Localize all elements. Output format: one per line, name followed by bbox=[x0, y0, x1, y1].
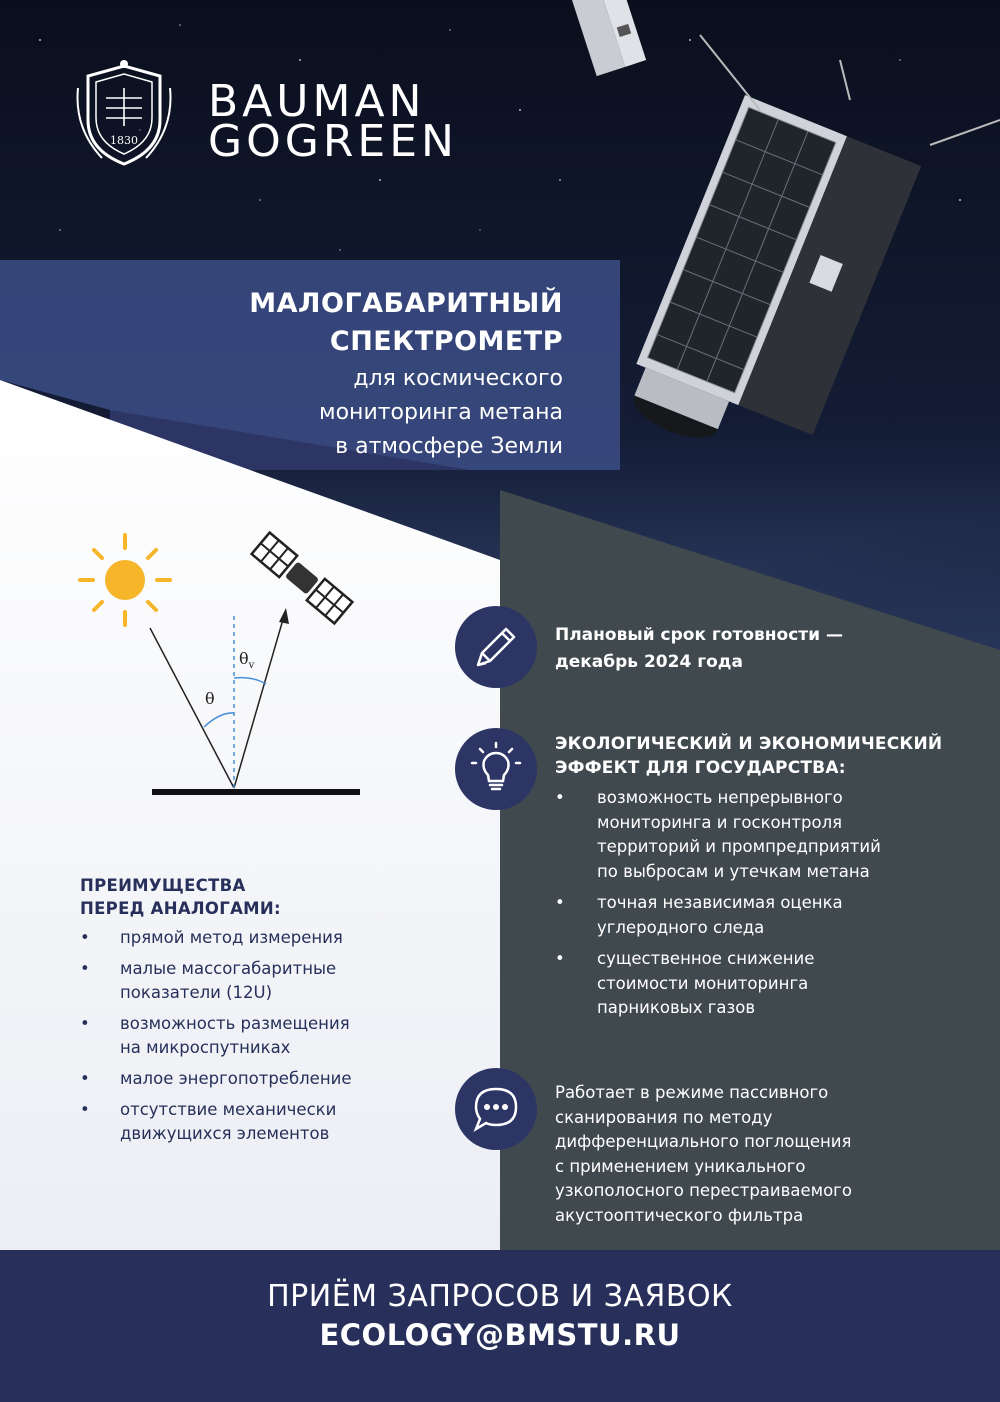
effect-list bbox=[555, 786, 975, 1021]
advantages-title-line1: ПРЕИМУЩЕСТВА bbox=[80, 876, 246, 895]
advantage-item: • малые массогабаритные показатели (12U) bbox=[80, 957, 440, 1005]
footer-banner bbox=[0, 1250, 1000, 1402]
effect-item: • существенное снижение стоимости мониторинга парниковых газов bbox=[555, 947, 975, 1021]
theta-v-label: $\theta_v$ bbox=[239, 649, 255, 671]
advantages-list bbox=[80, 926, 440, 1146]
hero-title-block bbox=[43, 285, 563, 463]
effect-title-line2: ЭФФЕКТ ДЛЯ ГОСУДАРСТВА: bbox=[555, 758, 846, 778]
footer-title: ПРИЁМ ЗАПРОСОВ И ЗАЯВОК bbox=[267, 1279, 733, 1314]
hero-title-line1: МАЛОГАБАРИТНЫЙ bbox=[249, 288, 563, 319]
effect-section bbox=[555, 732, 975, 1028]
advantage-item: • возможность размещения на микроспутниках bbox=[80, 1012, 440, 1060]
emblem-year: 1830 bbox=[110, 134, 138, 147]
lightbulb-icon bbox=[455, 728, 537, 810]
contact-email-link[interactable]: ECOLOGY@BMSTU.RU bbox=[319, 1318, 681, 1352]
advantages-title-line2: ПЕРЕД АНАЛОГАМИ: bbox=[80, 899, 281, 918]
advantages-section bbox=[80, 874, 440, 1153]
scan-method-text: Работает в режиме пассивного сканирования по методу дифференциального поглощения с применением уникального узкополосного перестраиваемого акустооптического фильтра bbox=[555, 1083, 852, 1225]
deadline-text: Плановый срок готовности — декабрь 2024 года bbox=[555, 625, 843, 672]
advantage-item: • малое энергопотребление bbox=[80, 1067, 440, 1091]
brand-wordmark bbox=[208, 76, 458, 167]
hero-subtitle-line1: для космического bbox=[353, 366, 563, 391]
pencil-icon bbox=[455, 606, 537, 688]
hero-subtitle-line2: мониторинга метана bbox=[319, 400, 563, 425]
measurement-geometry-diagram bbox=[72, 530, 372, 805]
effect-item: • возможность непрерывного мониторинга и госконтроля территорий и промпредприятий по выбросам и утечкам метана bbox=[555, 786, 975, 884]
satellite-icon bbox=[252, 533, 353, 624]
hero-subtitle-line3: в атмосфере Земли bbox=[335, 434, 563, 459]
effect-item: • точная независимая оценка углеродного следа bbox=[555, 891, 975, 940]
advantage-item: • прямой метод измерения bbox=[80, 926, 440, 950]
brand-line1: BAUMAN bbox=[208, 76, 426, 127]
theta-label: θ bbox=[205, 689, 215, 708]
advantage-item: • отсутствие механически движущихся элементов bbox=[80, 1098, 440, 1146]
university-emblem-icon bbox=[72, 58, 176, 170]
effect-title-line1: ЭКОЛОГИЧЕСКИЙ И ЭКОНОМИЧЕСКИЙ bbox=[555, 734, 943, 754]
hero-title-line2: СПЕКТРОМЕТР bbox=[329, 326, 563, 357]
chat-bubble-icon bbox=[455, 1068, 537, 1150]
sun-icon bbox=[80, 535, 170, 625]
brand-line2: GOGREEN bbox=[208, 116, 458, 167]
